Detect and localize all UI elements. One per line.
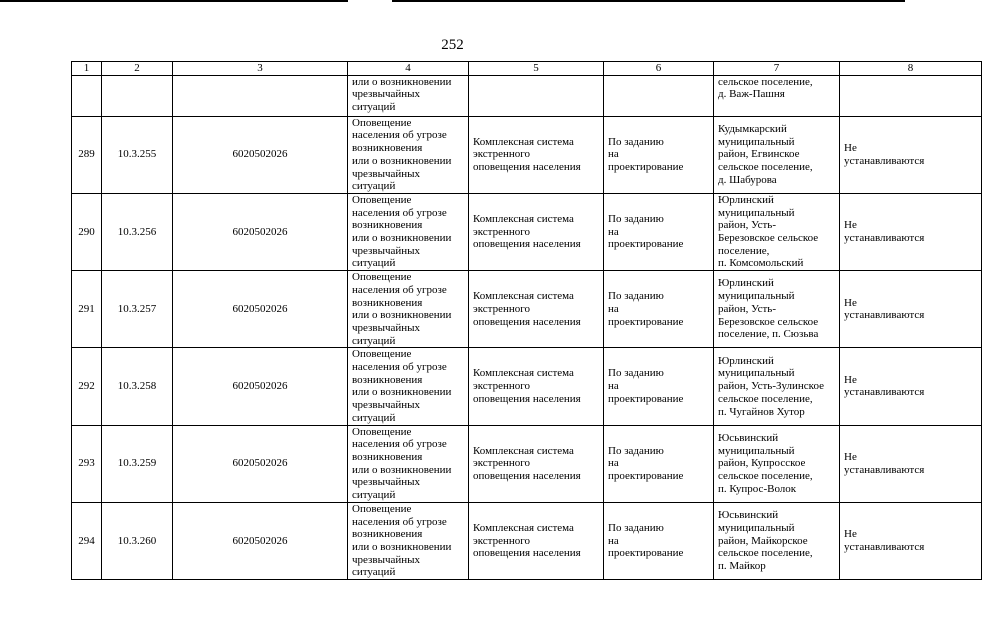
object-name-cell-line: возникновения <box>352 219 423 232</box>
object-type-cell-line: экстренного <box>473 225 531 238</box>
object-name-cell <box>348 193 469 270</box>
table-row <box>72 116 982 193</box>
location-cell-line: район, Егвинское <box>718 148 800 161</box>
location-cell <box>714 425 840 502</box>
location-cell-line: сельское поселение, <box>718 470 813 483</box>
location-cell-line: п. Майкор <box>718 559 766 572</box>
object-type-cell-line: Комплексная система <box>473 290 574 303</box>
basis-cell <box>604 425 714 502</box>
object-name-cell-line: ситуаций <box>352 334 396 347</box>
restrictions-cell-line: Не <box>844 296 857 309</box>
object-name-cell-line: или о возникновении <box>352 232 452 245</box>
object-name-cell-line: ситуаций <box>352 411 396 424</box>
object-name-cell-line: или о возникновении <box>352 154 452 167</box>
location-cell-line: муниципальный <box>718 367 795 380</box>
basis-cell-line: на <box>608 457 619 470</box>
restrictions-cell-line: устанавливаются <box>844 309 925 322</box>
column-number-2: 2 <box>102 62 173 76</box>
location-cell <box>714 502 840 579</box>
object-name-cell-line: населения об угрозе <box>352 283 447 296</box>
object-name-cell-line: возникновения <box>352 528 423 541</box>
column-number-6: 6 <box>604 62 714 76</box>
location-cell-line: Юрлинский <box>718 193 774 206</box>
object-name-cell <box>348 502 469 579</box>
row-number-cell <box>72 75 102 116</box>
object-name-cell-line: ситуаций <box>352 101 396 114</box>
location-cell <box>714 271 840 348</box>
code-cell: 10.3.256 <box>102 193 173 270</box>
object-name-cell <box>348 75 469 116</box>
location-cell-line: Юрлинский <box>718 354 774 367</box>
object-name-cell-line: Оповещение <box>352 271 412 284</box>
restrictions-cell-line: Не <box>844 373 857 386</box>
table-row <box>72 193 982 270</box>
location-cell-line: д. Важ-Пашня <box>718 88 785 101</box>
classifier-code-cell: 6020502026 <box>173 425 348 502</box>
object-name-cell-line: или о возникновении <box>352 386 452 399</box>
location-cell-line: район, Усть- <box>718 219 776 232</box>
location-cell-line: сельское поселение, <box>718 75 813 88</box>
object-type-cell-line: Комплексная система <box>473 367 574 380</box>
location-cell-line: муниципальный <box>718 206 795 219</box>
column-number-8: 8 <box>840 62 982 76</box>
location-cell-line: район, Майкорское <box>718 534 808 547</box>
object-name-cell-line: Оповещение <box>352 348 412 361</box>
object-type-cell-line: экстренного <box>473 380 531 393</box>
object-name-cell-line: чрезвычайных <box>352 399 421 412</box>
object-name-cell-line: возникновения <box>352 450 423 463</box>
basis-cell-line: на <box>608 534 619 547</box>
object-name-cell-line: населения об угрозе <box>352 438 447 451</box>
location-cell-line: муниципальный <box>718 290 795 303</box>
basis-cell <box>604 502 714 579</box>
location-cell-line: муниципальный <box>718 135 795 148</box>
object-name-cell-line: ситуаций <box>352 257 396 270</box>
code-cell <box>102 75 173 116</box>
object-name-cell-line: возникновения <box>352 373 423 386</box>
restrictions-cell <box>840 116 982 193</box>
object-type-cell-line: оповещения населения <box>473 392 581 405</box>
code-cell: 10.3.259 <box>102 425 173 502</box>
object-type-cell <box>469 271 604 348</box>
basis-cell-line: на <box>608 225 619 238</box>
object-type-cell-line: Комплексная система <box>473 212 574 225</box>
basis-cell-line: на <box>608 302 619 315</box>
basis-cell-line: проектирование <box>608 470 684 483</box>
location-cell <box>714 116 840 193</box>
row-number-cell: 294 <box>72 502 102 579</box>
column-number-1: 1 <box>72 62 102 76</box>
restrictions-cell-line: устанавливаются <box>844 463 925 476</box>
restrictions-cell <box>840 75 982 116</box>
object-name-cell-line: чрезвычайных <box>352 167 421 180</box>
object-name-cell-line: населения об угрозе <box>352 206 447 219</box>
table-row <box>72 348 982 425</box>
location-cell-line: муниципальный <box>718 444 795 457</box>
location-cell-line: Березовское сельское <box>718 315 819 328</box>
object-name-cell-line: ситуаций <box>352 180 396 193</box>
object-name-cell-line: чрезвычайных <box>352 553 421 566</box>
basis-cell-line: на <box>608 148 619 161</box>
restrictions-cell <box>840 425 982 502</box>
object-type-cell <box>469 193 604 270</box>
restrictions-cell <box>840 271 982 348</box>
object-type-cell-line: Комплексная система <box>473 521 574 534</box>
column-number-row <box>72 62 982 76</box>
continuation-row <box>72 75 982 116</box>
basis-cell <box>604 271 714 348</box>
location-cell-line: район, Усть- <box>718 302 776 315</box>
location-cell-line: район, Купросское <box>718 457 806 470</box>
object-type-cell <box>469 425 604 502</box>
object-type-cell-line: экстренного <box>473 302 531 315</box>
restrictions-cell-line: устанавливаются <box>844 540 925 553</box>
basis-cell-line: проектирование <box>608 238 684 251</box>
basis-cell <box>604 193 714 270</box>
object-type-cell-line: экстренного <box>473 534 531 547</box>
object-name-cell-line: или о возникновении <box>352 75 452 88</box>
table-row <box>72 271 982 348</box>
restrictions-cell-line: устанавливаются <box>844 386 925 399</box>
basis-cell-line: По заданию <box>608 444 664 457</box>
row-number-cell: 289 <box>72 116 102 193</box>
basis-cell-line: По заданию <box>608 135 664 148</box>
restrictions-cell <box>840 348 982 425</box>
basis-cell-line: на <box>608 380 619 393</box>
object-name-cell-line: чрезвычайных <box>352 476 421 489</box>
row-number-cell: 291 <box>72 271 102 348</box>
row-number-cell: 292 <box>72 348 102 425</box>
location-cell-line: Юсьвинский <box>718 431 779 444</box>
object-name-cell-line: Оповещение <box>352 425 412 438</box>
location-cell-line: п. Чугайнов Хутор <box>718 405 805 418</box>
restrictions-cell-line: устанавливаются <box>844 154 925 167</box>
scan-edge-line <box>0 0 905 3</box>
location-cell <box>714 193 840 270</box>
location-cell-line: Юсьвинский <box>718 509 779 522</box>
basis-cell-line: По заданию <box>608 521 664 534</box>
object-type-cell <box>469 502 604 579</box>
row-number-cell: 293 <box>72 425 102 502</box>
object-name-cell-line: Оповещение <box>352 502 412 515</box>
table-row <box>72 425 982 502</box>
location-cell-line: муниципальный <box>718 521 795 534</box>
object-name-cell-line: населения об угрозе <box>352 361 447 374</box>
object-type-cell-line: Комплексная система <box>473 135 574 148</box>
basis-cell-line: проектирование <box>608 315 684 328</box>
object-name-cell-line: возникновения <box>352 142 423 155</box>
page-number: 252 <box>441 37 464 53</box>
location-cell-line: поселение, п. Сюзьва <box>718 328 819 341</box>
object-name-cell <box>348 425 469 502</box>
location-cell-line: район, Усть-Зулинское <box>718 380 824 393</box>
location-cell-line: сельское поселение, <box>718 392 813 405</box>
basis-cell-line: проектирование <box>608 547 684 560</box>
classifier-code-cell: 6020502026 <box>173 271 348 348</box>
code-cell: 10.3.255 <box>102 116 173 193</box>
object-name-cell-line: или о возникновении <box>352 309 452 322</box>
column-number-5: 5 <box>469 62 604 76</box>
classifier-code-cell <box>173 75 348 116</box>
object-name-cell-line: чрезвычайных <box>352 321 421 334</box>
code-cell: 10.3.258 <box>102 348 173 425</box>
object-type-cell-line: экстренного <box>473 148 531 161</box>
location-cell-line: сельское поселение, <box>718 547 813 560</box>
object-type-cell-line: оповещения населения <box>473 161 581 174</box>
location-cell <box>714 348 840 425</box>
location-cell-line: д. Шабурова <box>718 173 777 186</box>
object-type-cell-line: оповещения населения <box>473 238 581 251</box>
object-name-cell-line: чрезвычайных <box>352 88 421 101</box>
restrictions-cell <box>840 502 982 579</box>
object-name-cell-line: возникновения <box>352 296 423 309</box>
basis-cell-line: проектирование <box>608 161 684 174</box>
restrictions-cell-line: Не <box>844 219 857 232</box>
location-cell-line: п. Комсомольский <box>718 257 804 270</box>
column-number-3: 3 <box>173 62 348 76</box>
classifier-code-cell: 6020502026 <box>173 502 348 579</box>
object-name-cell <box>348 271 469 348</box>
table-row <box>72 502 982 579</box>
object-name-cell-line: или о возникновении <box>352 540 452 553</box>
location-cell-line: Березовское сельское <box>718 232 819 245</box>
object-type-cell <box>469 75 604 116</box>
object-type-cell-line: оповещения населения <box>473 470 581 483</box>
table-body <box>72 75 982 579</box>
column-number-7: 7 <box>714 62 840 76</box>
restrictions-cell-line: устанавливаются <box>844 232 925 245</box>
code-cell: 10.3.257 <box>102 271 173 348</box>
object-name-cell-line: чрезвычайных <box>352 244 421 257</box>
basis-cell-line: проектирование <box>608 392 684 405</box>
restrictions-cell <box>840 193 982 270</box>
object-type-cell <box>469 116 604 193</box>
location-cell-line: Кудымкарский <box>718 123 787 136</box>
object-name-cell-line: Оповещение <box>352 193 412 206</box>
restrictions-cell-line: Не <box>844 450 857 463</box>
object-name-cell-line: населения об угрозе <box>352 129 447 142</box>
restrictions-cell-line: Не <box>844 142 857 155</box>
object-type-cell-line: оповещения населения <box>473 315 581 328</box>
classifier-code-cell: 6020502026 <box>173 193 348 270</box>
classifier-code-cell: 6020502026 <box>173 116 348 193</box>
code-cell: 10.3.260 <box>102 502 173 579</box>
location-cell-line: сельское поселение, <box>718 161 813 174</box>
register-table <box>71 61 982 580</box>
basis-cell <box>604 75 714 116</box>
restrictions-cell-line: Не <box>844 528 857 541</box>
basis-cell-line: По заданию <box>608 212 664 225</box>
basis-cell <box>604 116 714 193</box>
object-name-cell-line: Оповещение <box>352 116 412 129</box>
object-type-cell-line: Комплексная система <box>473 444 574 457</box>
object-name-cell-line: населения об угрозе <box>352 515 447 528</box>
location-cell <box>714 75 840 116</box>
location-cell-line: поселение, <box>718 244 770 257</box>
basis-cell <box>604 348 714 425</box>
object-name-cell-line: или о возникновении <box>352 463 452 476</box>
row-number-cell: 290 <box>72 193 102 270</box>
object-name-cell <box>348 348 469 425</box>
column-number-4: 4 <box>348 62 469 76</box>
classifier-code-cell: 6020502026 <box>173 348 348 425</box>
basis-cell-line: По заданию <box>608 367 664 380</box>
location-cell-line: п. Купрос-Волок <box>718 482 797 495</box>
object-type-cell <box>469 348 604 425</box>
object-type-cell-line: оповещения населения <box>473 547 581 560</box>
location-cell-line: Юрлинский <box>718 277 774 290</box>
basis-cell-line: По заданию <box>608 290 664 303</box>
object-name-cell <box>348 116 469 193</box>
object-type-cell-line: экстренного <box>473 457 531 470</box>
object-name-cell-line: ситуаций <box>352 489 396 502</box>
object-name-cell-line: ситуаций <box>352 566 396 579</box>
